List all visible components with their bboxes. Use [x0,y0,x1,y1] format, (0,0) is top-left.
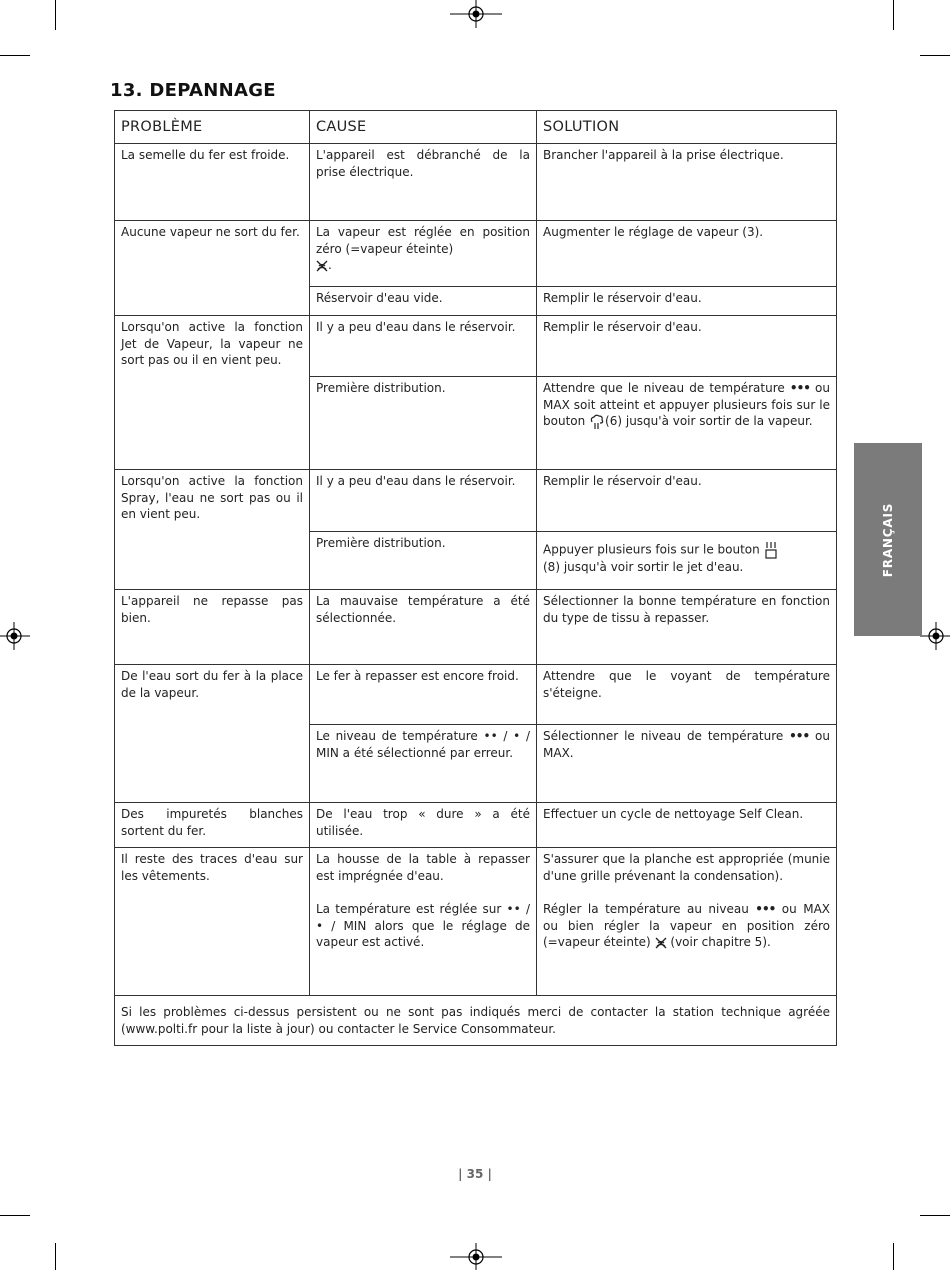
cause-cell: Le fer à repasser est encore froid. [310,665,537,725]
solution-cell: Brancher l'appareil à la prise électrique. [537,144,837,221]
cause-cell [310,221,537,287]
solution-cell: Remplir le réservoir d'eau. [537,470,837,532]
solution-text: Attendre que le niveau de température [543,381,785,395]
steam-off-icon [316,260,328,272]
solution-text: ou MAX. [543,729,830,760]
header-solution: SOLUTION [537,111,837,144]
three-dots-temperature-icon: ••• [789,381,810,396]
header-cause: CAUSE [310,111,537,144]
crop-mark [55,0,56,30]
cause-cell: Il y a peu d'eau dans le réservoir. [310,470,537,532]
cause-cell: De l'eau trop « dure » a été utilisée. [310,803,537,848]
page-number: | 35 | [458,1167,492,1181]
cause-text: La vapeur est réglée en position zéro (=vapeur éteinte) [316,225,530,256]
cause-cell: L'appareil est débranché de la prise électrique. [310,144,537,221]
solution-cell [537,848,837,996]
steam-shot-button-icon [589,414,605,430]
crop-mark [920,55,950,56]
problem-cell: Il reste des traces d'eau sur les vêtements. [115,848,310,996]
table-row [115,470,837,532]
solution-text: S'assurer que la planche est appropriée (munie d'une grille prévenant la condensation). [543,852,830,883]
cause-cell: Première distribution. [310,532,537,590]
language-label: FRANÇAIS [881,502,895,577]
three-dots-temperature-icon: ••• [789,729,810,744]
cause-cell: Réservoir d'eau vide. [310,287,537,316]
three-dots-temperature-icon: ••• [755,902,776,917]
header-problem: PROBLÈME [115,111,310,144]
solution-cell: Augmenter le réglage de vapeur (3). [537,221,837,287]
language-side-tab [854,443,922,636]
problem-cell: De l'eau sort du fer à la place de la vapeur. [115,665,310,803]
table-row [115,848,837,996]
crop-mark [0,55,30,56]
crop-mark [893,0,894,30]
solution-cell: Effectuer un cycle de nettoyage Self Clean. [537,803,837,848]
section-title: 13. DEPANNAGE [110,80,276,101]
registration-mark-icon [450,1243,502,1270]
crop-mark [920,1215,950,1216]
problem-cell: La semelle du fer est froide. [115,144,310,221]
cause-text: La température est réglée sur •• / • / MIN alors que le réglage de vapeur est activé. [316,902,530,949]
problem-cell: Lorsqu'on active la fonction Spray, l'eau ne sort pas ou il en vient peu. [115,470,310,590]
problem-cell: Des impuretés blanches sortent du fer. [115,803,310,848]
table-row [115,221,837,287]
registration-mark-icon [920,622,950,650]
cause-cell: Le niveau de température •• / • / MIN a été sélectionné par erreur. [310,725,537,803]
solution-cell [537,725,837,803]
solution-text: Sélectionner le niveau de température [543,729,784,743]
crop-mark [0,1215,30,1216]
solution-text: ou MAX ou bien régler la vapeur en position zéro (=vapeur éteinte) [543,902,831,950]
cause-cell: La mauvaise température a été sélectionnée. [310,590,537,665]
spray-button-icon [764,541,778,559]
solution-cell: Remplir le réservoir d'eau. [537,316,837,377]
solution-text: Appuyer plusieurs fois sur le bouton [543,542,760,557]
crop-mark [893,1243,894,1270]
registration-mark-icon [0,622,30,650]
solution-text: Régler la température au niveau [543,902,749,916]
solution-cell: Attendre que le voyant de température s'éteigne. [537,665,837,725]
table-row [115,803,837,848]
crop-mark [55,1243,56,1270]
solution-text: (voir chapitre 5). [670,935,771,950]
solution-cell [537,532,837,590]
solution-cell [537,377,837,470]
solution-cell: Sélectionner la bonne température en fonction du type de tissu à repasser. [537,590,837,665]
cause-cell [310,848,537,996]
solution-text: ou MAX soit atteint et appuyer plusieurs fois sur le bouton [543,381,830,429]
problem-cell: Lorsqu'on active la fonction Jet de Vapeur, la vapeur ne sort pas ou il en vient peu. [115,316,310,470]
cause-cell: Première distribution. [310,377,537,470]
problem-cell: L'appareil ne repasse pas bien. [115,590,310,665]
solution-text: (8) jusqu'à voir sortir le jet d'eau. [543,560,744,574]
solution-text: (6) jusqu'à voir sortir de la vapeur. [605,414,813,429]
table-row [115,144,837,221]
registration-mark-icon [450,0,502,28]
cause-text: La housse de la table à repasser est imprégnée d'eau. [316,852,530,883]
cause-cell: Il y a peu d'eau dans le réservoir. [310,316,537,377]
table-row [115,316,837,377]
table-row [115,590,837,665]
table-header-row [115,111,837,144]
cause-text-end: . [328,258,332,272]
solution-cell: Remplir le réservoir d'eau. [537,287,837,316]
footer-note: Si les problèmes ci-dessus persistent ou ne sont pas indiqués merci de contacter la station technique agréée (www.polti.fr pour la liste à jour) ou contacter le Service Consommateur. [115,996,837,1046]
troubleshooting-table [114,110,837,1046]
steam-off-icon [655,937,667,949]
table-row [115,665,837,725]
table-row [115,996,837,1046]
problem-cell: Aucune vapeur ne sort du fer. [115,221,310,316]
